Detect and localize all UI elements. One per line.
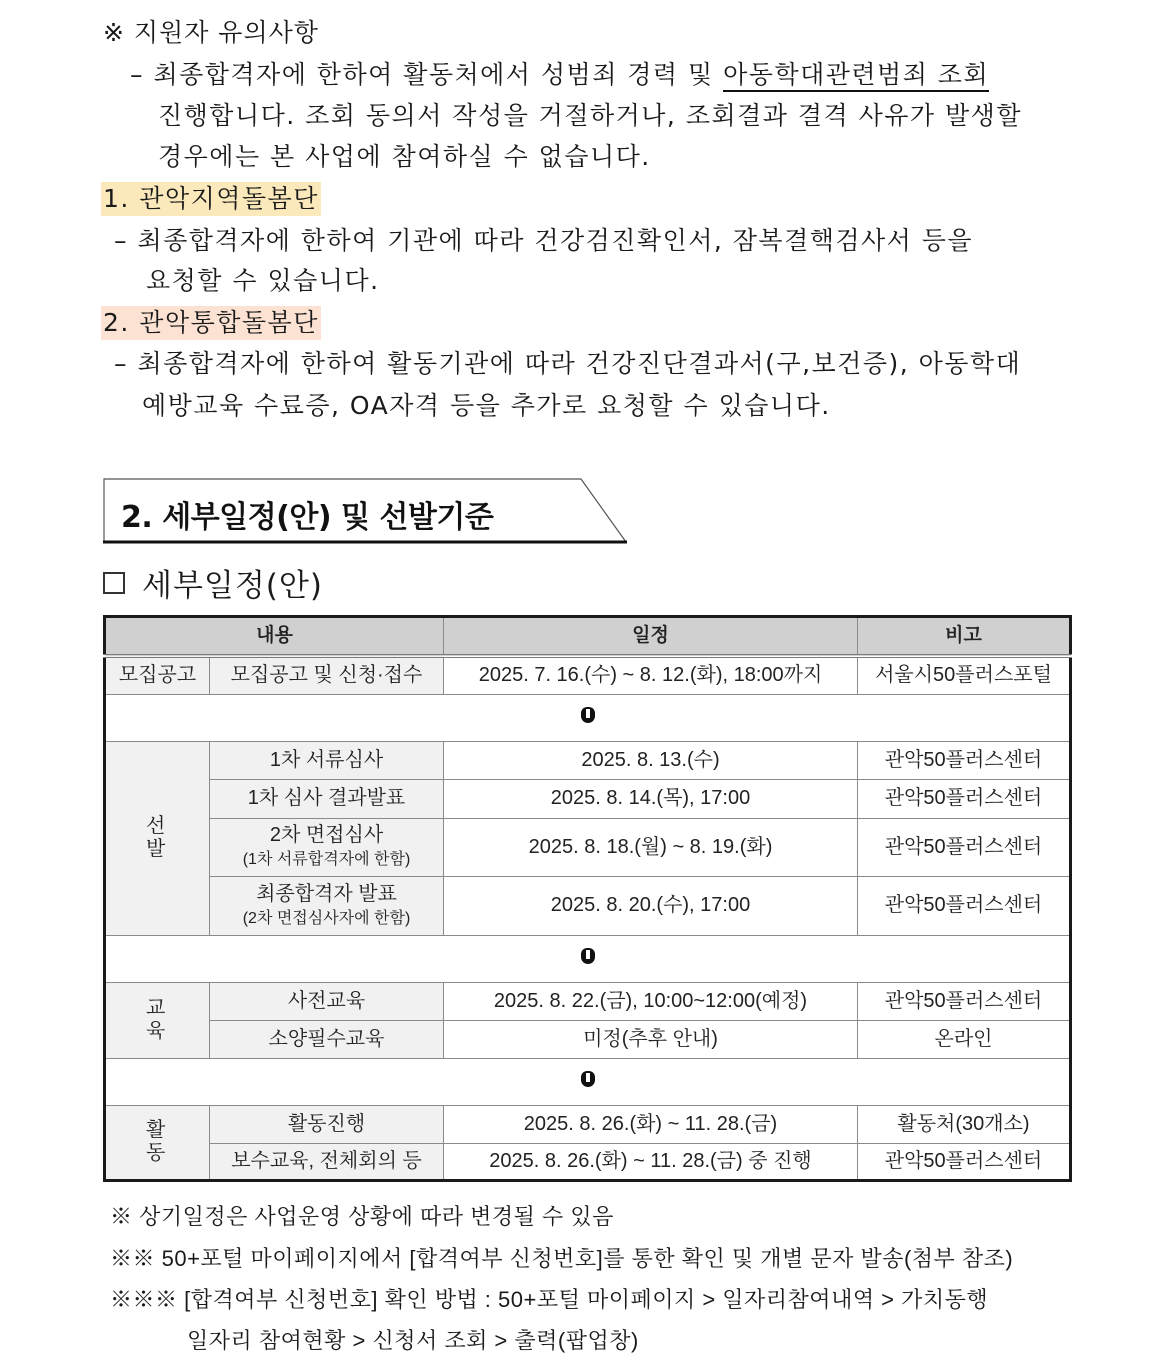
schedule-cell: 미정(추후 안내) [444, 1020, 858, 1058]
down-arrow-icon [581, 707, 595, 723]
item-label: 최종합격자 발표 [256, 882, 397, 905]
schedule-cell: 2025. 8. 20.(수), 17:00 [444, 876, 858, 935]
category-recruit: 모집공고 [105, 656, 210, 694]
notice-line-1 [130, 62, 989, 87]
banner-title: 2. 세부일정(안) 및 선발기준 [121, 500, 494, 535]
section2-heading [101, 310, 321, 335]
item-cell [210, 818, 444, 876]
note-cell: 온라인 [858, 1020, 1071, 1058]
section1-heading-text: 1. 관악지역돌봄단 [101, 182, 321, 216]
notice-underlined-text: 아동학대관련범죄 조회 [723, 60, 989, 92]
footnote-3-line-1: ※※※ [합격여부 신청번호] 확인 방법 : 50+포털 마이페이지 > 일자리참여내역 > 가치동행 [110, 1287, 989, 1312]
category-activity: 활동 [105, 1105, 210, 1180]
note-cell: 서울시50플러스포털 [858, 656, 1071, 694]
header-content: 내용 [105, 617, 444, 657]
schedule-cell: 2025. 7. 16.(수) ~ 8. 12.(화), 18:00까지 [444, 656, 858, 694]
notice-line-1-text: – 최종합격자에 한하여 활동처에서 성범죄 경력 및 [130, 60, 724, 89]
section1-line-1: – 최종합격자에 한하여 기관에 따라 건강검진확인서, 잠복결핵검사서 등을 [114, 226, 974, 255]
note-cell: 활동처(30개소) [858, 1105, 1071, 1143]
schedule-subheading [103, 560, 323, 605]
notice-title: ※ 지원자 유의사항 [103, 18, 319, 47]
header-note: 비고 [858, 617, 1071, 657]
item-label: 2차 면접심사 [269, 824, 384, 847]
item-cell: 1차 서류심사 [210, 741, 444, 779]
item-cell: 소양필수교육 [210, 1020, 444, 1058]
category-selection: 선발 [105, 741, 210, 935]
note-cell: 관악50플러스센터 [858, 779, 1071, 818]
schedule-table [103, 615, 1072, 1182]
checkbox-icon [103, 572, 125, 594]
schedule-cell: 2025. 8. 22.(금), 10:00~12:00(예정) [444, 982, 858, 1020]
table-row [105, 818, 1071, 876]
item-sublabel: (1차 서류합격자에 한함) [242, 851, 411, 869]
notice-line-2: 진행합니다. 조회 동의서 작성을 거절하거나, 조회결과 결격 사유가 발생할 [158, 101, 1022, 130]
down-arrow-icon [581, 948, 595, 964]
item-cell [210, 876, 444, 935]
item-cell: 보수교육, 전체회의 등 [210, 1143, 444, 1180]
section2-line-2: 예방교육 수료증, OA자격 등을 추가로 요청할 수 있습니다. [142, 391, 831, 420]
item-cell: 1차 심사 결과발표 [210, 779, 444, 818]
notice-line-3: 경우에는 본 사업에 참여하실 수 없습니다. [158, 142, 651, 171]
schedule-cell: 2025. 8. 18.(월) ~ 8. 19.(화) [444, 818, 858, 876]
note-cell: 관악50플러스센터 [858, 876, 1071, 935]
table-row [105, 1143, 1071, 1180]
table-row [105, 876, 1071, 935]
note-cell: 관악50플러스센터 [858, 818, 1071, 876]
schedule-subheading-label: 세부일정(안) [142, 568, 323, 604]
table-row [105, 1020, 1071, 1058]
down-arrow-icon [581, 1071, 595, 1087]
schedule-cell: 2025. 8. 13.(수) [444, 741, 858, 779]
table-row [105, 1105, 1071, 1143]
item-cell: 모집공고 및 신청·접수 [210, 656, 444, 694]
table-row [105, 982, 1071, 1020]
header-schedule: 일정 [444, 617, 858, 657]
category-education: 교육 [105, 982, 210, 1058]
schedule-cell: 2025. 8. 26.(화) ~ 11. 28.(금) [444, 1105, 858, 1143]
section-banner [103, 478, 627, 544]
table-row [105, 656, 1071, 694]
item-cell: 활동진행 [210, 1105, 444, 1143]
arrow-row [105, 694, 1071, 741]
schedule-cell: 2025. 8. 14.(목), 17:00 [444, 779, 858, 818]
section1-heading [101, 186, 321, 211]
note-cell: 관악50플러스센터 [858, 1143, 1071, 1180]
note-cell: 관악50플러스센터 [858, 982, 1071, 1020]
footnote-1: ※ 상기일정은 사업운영 상황에 따라 변경될 수 있음 [110, 1204, 614, 1229]
section1-line-2: 요청할 수 있습니다. [146, 266, 380, 295]
table-header-row [105, 617, 1071, 657]
item-cell: 사전교육 [210, 982, 444, 1020]
schedule-cell: 2025. 8. 26.(화) ~ 11. 28.(금) 중 진행 [444, 1143, 858, 1180]
footnote-2: ※※ 50+포털 마이페이지에서 [합격여부 신청번호]를 통한 확인 및 개별 문자 발송(첨부 참조) [110, 1246, 1014, 1271]
table-row [105, 779, 1071, 818]
arrow-row [105, 935, 1071, 982]
section2-line-1: – 최종합격자에 한하여 활동기관에 따라 건강진단결과서(구,보건증), 아동학대 [114, 349, 1022, 378]
arrow-row [105, 1058, 1071, 1105]
footnote-3-line-2: 일자리 참여현황 > 신청서 조회 > 출력(팝업창) [187, 1328, 639, 1353]
table-row [105, 741, 1071, 779]
item-sublabel: (2차 면접심사자에 한함) [242, 909, 411, 927]
section2-heading-text: 2. 관악통합돌봄단 [101, 306, 321, 340]
note-cell: 관악50플러스센터 [858, 741, 1071, 779]
